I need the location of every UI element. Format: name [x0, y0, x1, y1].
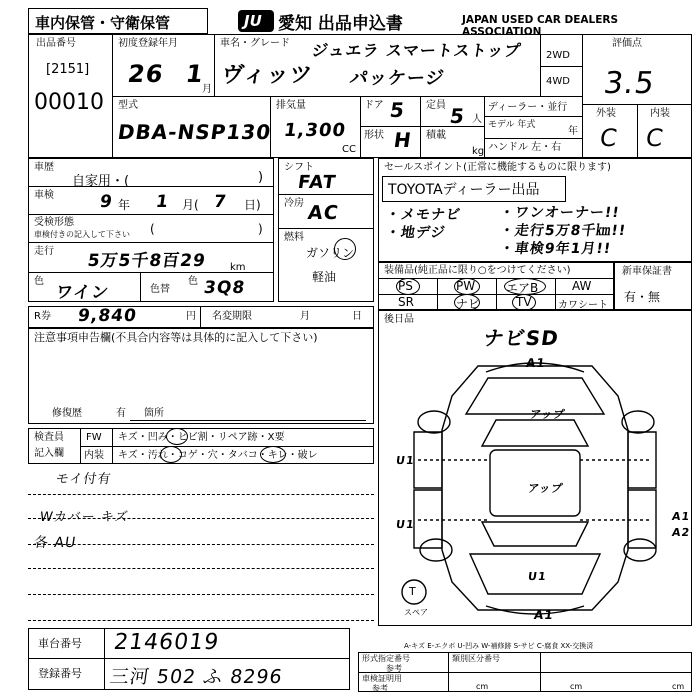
exterior-grade: C	[598, 124, 620, 152]
ju-logo	[238, 10, 274, 32]
inspector-row1-label: FW	[86, 432, 102, 443]
inspection-month-unit: 月(	[182, 198, 199, 212]
inspector-circle-3	[260, 446, 286, 463]
recycle-label: R券	[34, 311, 51, 322]
equip-circle-tv	[512, 294, 536, 311]
cert-label: 形式指定番号	[362, 654, 410, 663]
exterior-label: 外装	[596, 108, 616, 119]
inspector-written-3: 各 AU	[32, 535, 78, 551]
load-unit: kg	[472, 146, 485, 157]
equip-circle-airbag	[504, 278, 546, 295]
inspection-year-unit: 年	[118, 198, 131, 212]
mark-hood: アップ	[529, 408, 567, 421]
equip-pw: PW	[456, 279, 476, 293]
equip-circle-navi	[454, 294, 480, 311]
inspection-day: 7	[212, 192, 229, 212]
drive-2wd: 2WD	[546, 50, 570, 61]
diagram-legend: A-キズ E-エクボ U-凹み W-補修跡 S-サビ C-腐食 XX-交換済	[404, 642, 594, 650]
fuel-label: 燃料	[284, 232, 304, 243]
history-close: )	[258, 170, 264, 185]
fuel-gas: ガソリン	[306, 246, 355, 260]
inspector-label-1: 検査員	[34, 432, 64, 443]
sales-item-1: ・メモナビ	[384, 207, 462, 223]
mark-rear-u1: U1	[527, 570, 548, 583]
mark-right-front: A1	[671, 510, 692, 523]
mark-left-front: U1	[395, 454, 416, 467]
model-year-unit: 年	[568, 126, 578, 137]
first-reg-month-unit: 月	[202, 84, 212, 95]
rear-window	[482, 522, 588, 546]
wheel-front-right	[622, 411, 654, 433]
receipt-label: 受検形態	[34, 217, 74, 228]
type-label: 型式	[118, 100, 138, 111]
color-change-label: 色替	[150, 284, 170, 295]
equip-circle-pw	[454, 278, 480, 295]
inspector-written-2: Wカバー キズ	[38, 510, 130, 525]
wheel-front-left	[418, 411, 450, 433]
color-value: ワイン	[54, 283, 111, 303]
receipt-paren-open: (	[150, 222, 155, 236]
mark-roof: アップ	[527, 482, 565, 495]
ac-value: AC	[306, 202, 341, 224]
ac-label: 冷房	[284, 198, 304, 209]
repair-value: 有	[116, 408, 126, 419]
first-reg-year: 26	[126, 60, 166, 88]
first-reg-month: 1	[184, 60, 206, 88]
capacity-label: 定員	[426, 100, 446, 111]
doors-value: 5	[388, 98, 407, 122]
inspection-day-unit: 日)	[244, 198, 261, 212]
model-label: 車名・グレード	[220, 38, 290, 49]
class-label: 類別区分番号	[452, 654, 500, 663]
color-code-label: 色	[188, 276, 198, 287]
chassis-value: 2146019	[112, 630, 221, 655]
sales-item-5: ・車検9年1月!!	[498, 241, 613, 257]
displacement-value: 1,300	[282, 120, 348, 141]
cert-unit-2: cm	[570, 682, 583, 691]
wheel-rear-left	[420, 539, 452, 561]
grade-score-value: 3.5	[601, 66, 658, 101]
inspection-label: 車検	[34, 190, 54, 201]
load-label: 積載	[426, 130, 446, 141]
fuel-diesel: 軽油	[312, 270, 337, 284]
equipment-label: 装備品(純正品に限り○をつけてください)	[384, 265, 571, 276]
inspector-label-2: 記入欄	[34, 448, 64, 459]
model-grade-line2: パッケージ	[348, 68, 446, 89]
fuel-gas-circle	[334, 238, 356, 260]
sales-item-2: ・地デジ	[384, 225, 447, 241]
displacement-unit: CC	[342, 144, 356, 155]
cert-ref-2: 参考	[372, 684, 388, 693]
receipt-paren-close: )	[258, 222, 263, 236]
handle-label: ハンドル 左・右	[488, 142, 562, 153]
lot-label: 出品番号	[36, 38, 76, 49]
inspector-circle-2	[160, 446, 182, 463]
mark-bottom-a1: A1	[533, 608, 555, 622]
equip-aw: AW	[572, 279, 592, 293]
chassis-label: 車台番号	[38, 637, 82, 650]
registration-label: 登録番号	[38, 667, 82, 680]
mark-left-rear: U1	[395, 518, 416, 531]
name-change-label: 名変期限	[212, 311, 252, 322]
rear-seat-label: 後日品	[384, 314, 414, 325]
equip-seat: カワシート	[558, 300, 608, 311]
lot-bracket: [2151]	[46, 62, 90, 77]
sales-points-label: セールスポイント(正常に機能するものに限ります)	[384, 162, 611, 173]
inspector-row2: キズ・汚れ・コゲ・穴・タバコ・キレ・破レ	[118, 450, 318, 461]
sales-item-4: ・走行5万8千㎞!!	[498, 223, 628, 239]
mark-top-a1: A1	[525, 356, 547, 370]
storage-box	[28, 8, 208, 34]
equip-sr: SR	[398, 295, 414, 309]
recycle-unit: 円	[186, 311, 196, 322]
notes-label: 注意事項申告欄(不具合内容等は具体的に記入して下さい)	[34, 331, 318, 344]
capacity-value: 5	[448, 104, 467, 128]
windshield	[482, 420, 588, 446]
first-reg-label: 初度登録年月	[118, 38, 178, 49]
sales-headline: TOYOTAディーラー出品	[388, 182, 540, 198]
spare-label: T	[409, 585, 416, 598]
recycle-value: 9,840	[76, 306, 139, 326]
mileage-value: 5万5千8百29	[86, 251, 208, 271]
model-name: ヴィッツ	[219, 63, 315, 88]
shift-label: シフト	[284, 162, 314, 173]
color-code: 3Q8	[202, 278, 247, 298]
grade-score-label: 評価点	[612, 38, 642, 49]
inspection-month: 1	[154, 192, 171, 212]
name-change-day: 日	[352, 311, 362, 322]
inspector-row1: キズ・凹み・ヒビ割・リペア跡・X要	[118, 432, 285, 443]
warranty-value: 有・無	[624, 290, 661, 304]
interior-grade: C	[644, 124, 666, 152]
equip-navi: ナビ	[456, 297, 481, 311]
receipt-note: 車検付きの記入して下さい	[34, 230, 130, 239]
equip-airbag: エアB	[506, 281, 539, 295]
mileage-label: 走行	[34, 246, 54, 257]
interior-label: 内装	[650, 108, 670, 119]
cert-ref-1: 参考	[386, 664, 402, 673]
ju-logo-mark: JU	[244, 12, 262, 30]
cert-unit-3: cm	[672, 682, 685, 691]
storage-label: 車内保管・守衛保管	[35, 14, 171, 32]
repair-label: 修復歴	[52, 408, 82, 419]
shape-value: H	[392, 128, 414, 152]
equip-tv: TV	[516, 295, 532, 309]
history-value: 自家用・(	[72, 174, 130, 189]
displacement-label: 排気量	[276, 100, 306, 111]
rear-seat-value: ナビSD	[482, 326, 561, 350]
model-year-label: モデル 年式	[488, 120, 536, 130]
cert-unit-1: cm	[476, 682, 489, 691]
name-change-month: 月	[300, 311, 310, 322]
repair-place: 箇所	[144, 408, 164, 419]
spare-text: スペア	[404, 608, 428, 617]
inspection-year: 9	[98, 192, 115, 212]
color-label: 色	[34, 276, 44, 287]
history-label: 車歴	[34, 162, 54, 173]
equip-ps: PS	[398, 279, 413, 293]
drive-4wd: 4WD	[546, 76, 570, 87]
equip-circle-ps	[396, 278, 420, 295]
capacity-unit: 人	[472, 114, 482, 125]
sales-item-3: ・ワンオーナー!!	[498, 205, 621, 221]
shape-label: 形状	[364, 130, 384, 141]
model-grade-line1: ジュエラ スマートストップ	[310, 41, 523, 60]
dealer-label: ディーラー・並行	[488, 102, 568, 113]
shift-value: FAT	[296, 172, 338, 193]
warranty-label: 新車保証書	[622, 266, 672, 277]
doors-label: ドア	[364, 100, 384, 111]
mark-right-rear: A2	[671, 526, 692, 539]
association-name: JAPAN USED CAR DEALERS ASSOCIATION	[462, 14, 619, 38]
vehicle-cert-label: 車検証明用	[362, 674, 402, 683]
form-title: 愛知 出品申込書	[278, 14, 403, 34]
mileage-unit: km	[230, 262, 246, 273]
wheel-rear-right	[624, 539, 656, 561]
inspector-circle-1	[166, 428, 188, 445]
registration-value: 三河 502 ふ 8296	[108, 666, 285, 688]
type-value: DBA-NSP130	[116, 120, 273, 144]
lot-number: 00010	[34, 90, 104, 115]
inspector-written-1: モイ付有	[54, 472, 113, 487]
inspector-row2-label: 内装	[84, 450, 104, 461]
